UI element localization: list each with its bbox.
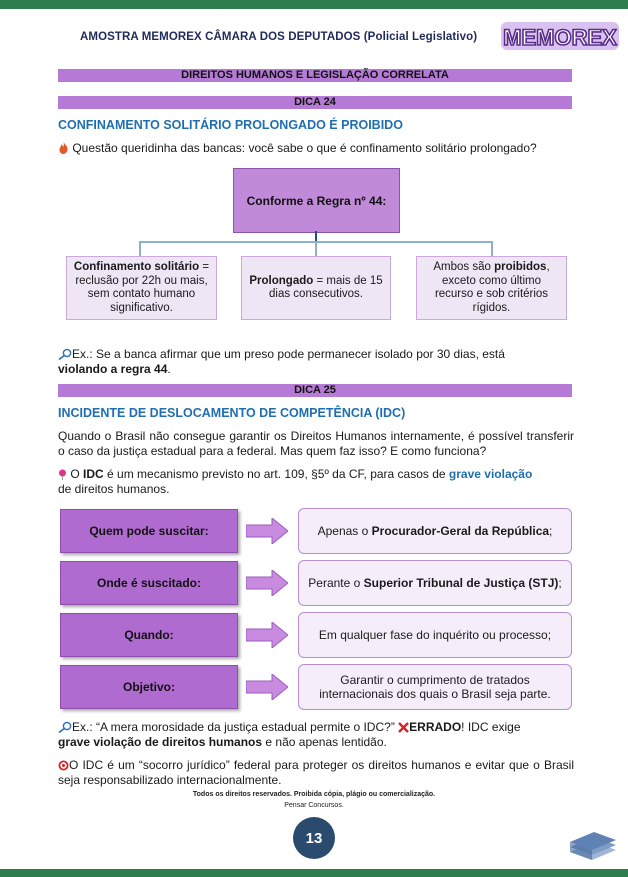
dica25-banner: DICA 25 <box>58 384 572 397</box>
box-confinamento: Confinamento solitário = reclusão por 22h ou mais, sem contato humano significativo. <box>66 256 217 320</box>
page-number: 13 <box>293 817 335 859</box>
dica25-final: O IDC é um “socorro jurídico” federal para proteger os direitos humanos e evitar que o Brasil seja responsabilizado internacionalmente. <box>58 758 574 787</box>
dica25-title: INCIDENTE DE DESLOCAMENTO DE COMPETÊNCIA (IDC) <box>58 406 406 420</box>
arrow-right-icon <box>246 570 288 596</box>
dica25-example: Ex.: “A mera morosidade da justiça estadual permite o IDC?” ERRADO! IDC exige grave violação de direitos humanos e não apenas lentidão. <box>58 720 521 749</box>
magnifier-icon <box>58 721 72 733</box>
footer-brand: Pensar Concursos. <box>284 802 344 809</box>
arrow-right-icon <box>246 674 288 700</box>
row-label-quem-pode-suscitar: Quem pode suscitar: <box>60 509 238 553</box>
magnifier-icon <box>58 348 72 360</box>
row-value-quem-pode-suscitar: Apenas o Procurador-Geral da República; <box>298 508 572 554</box>
page-header-title: AMOSTRA MEMOREX CÂMARA DOS DEPUTADOS (Policial Legislativo) <box>80 31 478 43</box>
connector-middle <box>315 241 317 256</box>
row-value-quando: Em qualquer fase do inquérito ou processo; <box>298 612 572 658</box>
footer-rights: Todos os direitos reservados. Proibida cópia, plágio ou comercialização. <box>192 791 436 798</box>
arrow-right-icon <box>246 518 288 544</box>
row-label-objetivo: Objetivo: <box>60 665 238 709</box>
rule-44-box: Conforme a Regra nº 44: <box>233 168 400 233</box>
stacked-books-icon <box>566 828 620 864</box>
target-icon <box>58 760 69 771</box>
memorex-logo <box>500 18 620 54</box>
logo-text: MEMOREX <box>503 25 617 50</box>
row-value-objetivo: Garantir o cumprimento de tratados internacionais dos quais o Brasil seja parte. <box>298 664 572 710</box>
pin-icon <box>58 469 67 480</box>
bottom-green-bar <box>0 869 628 877</box>
row-value-onde-e-suscitado: Perante o Superior Tribunal de Justiça (STJ); <box>298 560 572 606</box>
dica24-title: CONFINAMENTO SOLITÁRIO PROLONGADO É PROIBIDO <box>58 118 403 132</box>
row-label-quando: Quando: <box>60 613 238 657</box>
arrow-right-icon <box>246 622 288 648</box>
dica24-banner: DICA 24 <box>58 96 572 109</box>
dica24-question <box>58 141 574 156</box>
connector-left <box>139 241 141 256</box>
row-label-onde-e-suscitado: Onde é suscitado: <box>60 561 238 605</box>
connector-right <box>491 241 493 256</box>
box-proibidos: Ambos são proibidos, exceto como último recurso e sob critérios rígidos. <box>416 256 567 320</box>
section-banner: DIREITOS HUMANOS E LEGISLAÇÃO CORRELATA <box>58 69 572 82</box>
top-green-bar <box>0 0 628 9</box>
box-prolongado: Prolongado = mais de 15 dias consecutivos. <box>241 256 391 320</box>
flame-icon <box>58 142 69 154</box>
dica25-intro: Quando o Brasil não consegue garantir os Direitos Humanos internamente, é possível transferir o caso da justiça estadual para a federal. Mas quem faz isso? E como funciona? <box>58 429 574 458</box>
dica25-idc-definition: O IDC é um mecanismo previsto no art. 109, §5º da CF, para casos de grave violação de direitos humanos. <box>58 467 533 496</box>
question-text: Questão queridinha das bancas: você sabe o que é confinamento solitário prolongado? <box>72 141 537 155</box>
dica24-example: Ex.: Se a banca afirmar que um preso pode permanecer isolado por 30 dias, está violando a regra 44. <box>58 347 505 376</box>
red-x-icon <box>398 722 409 733</box>
